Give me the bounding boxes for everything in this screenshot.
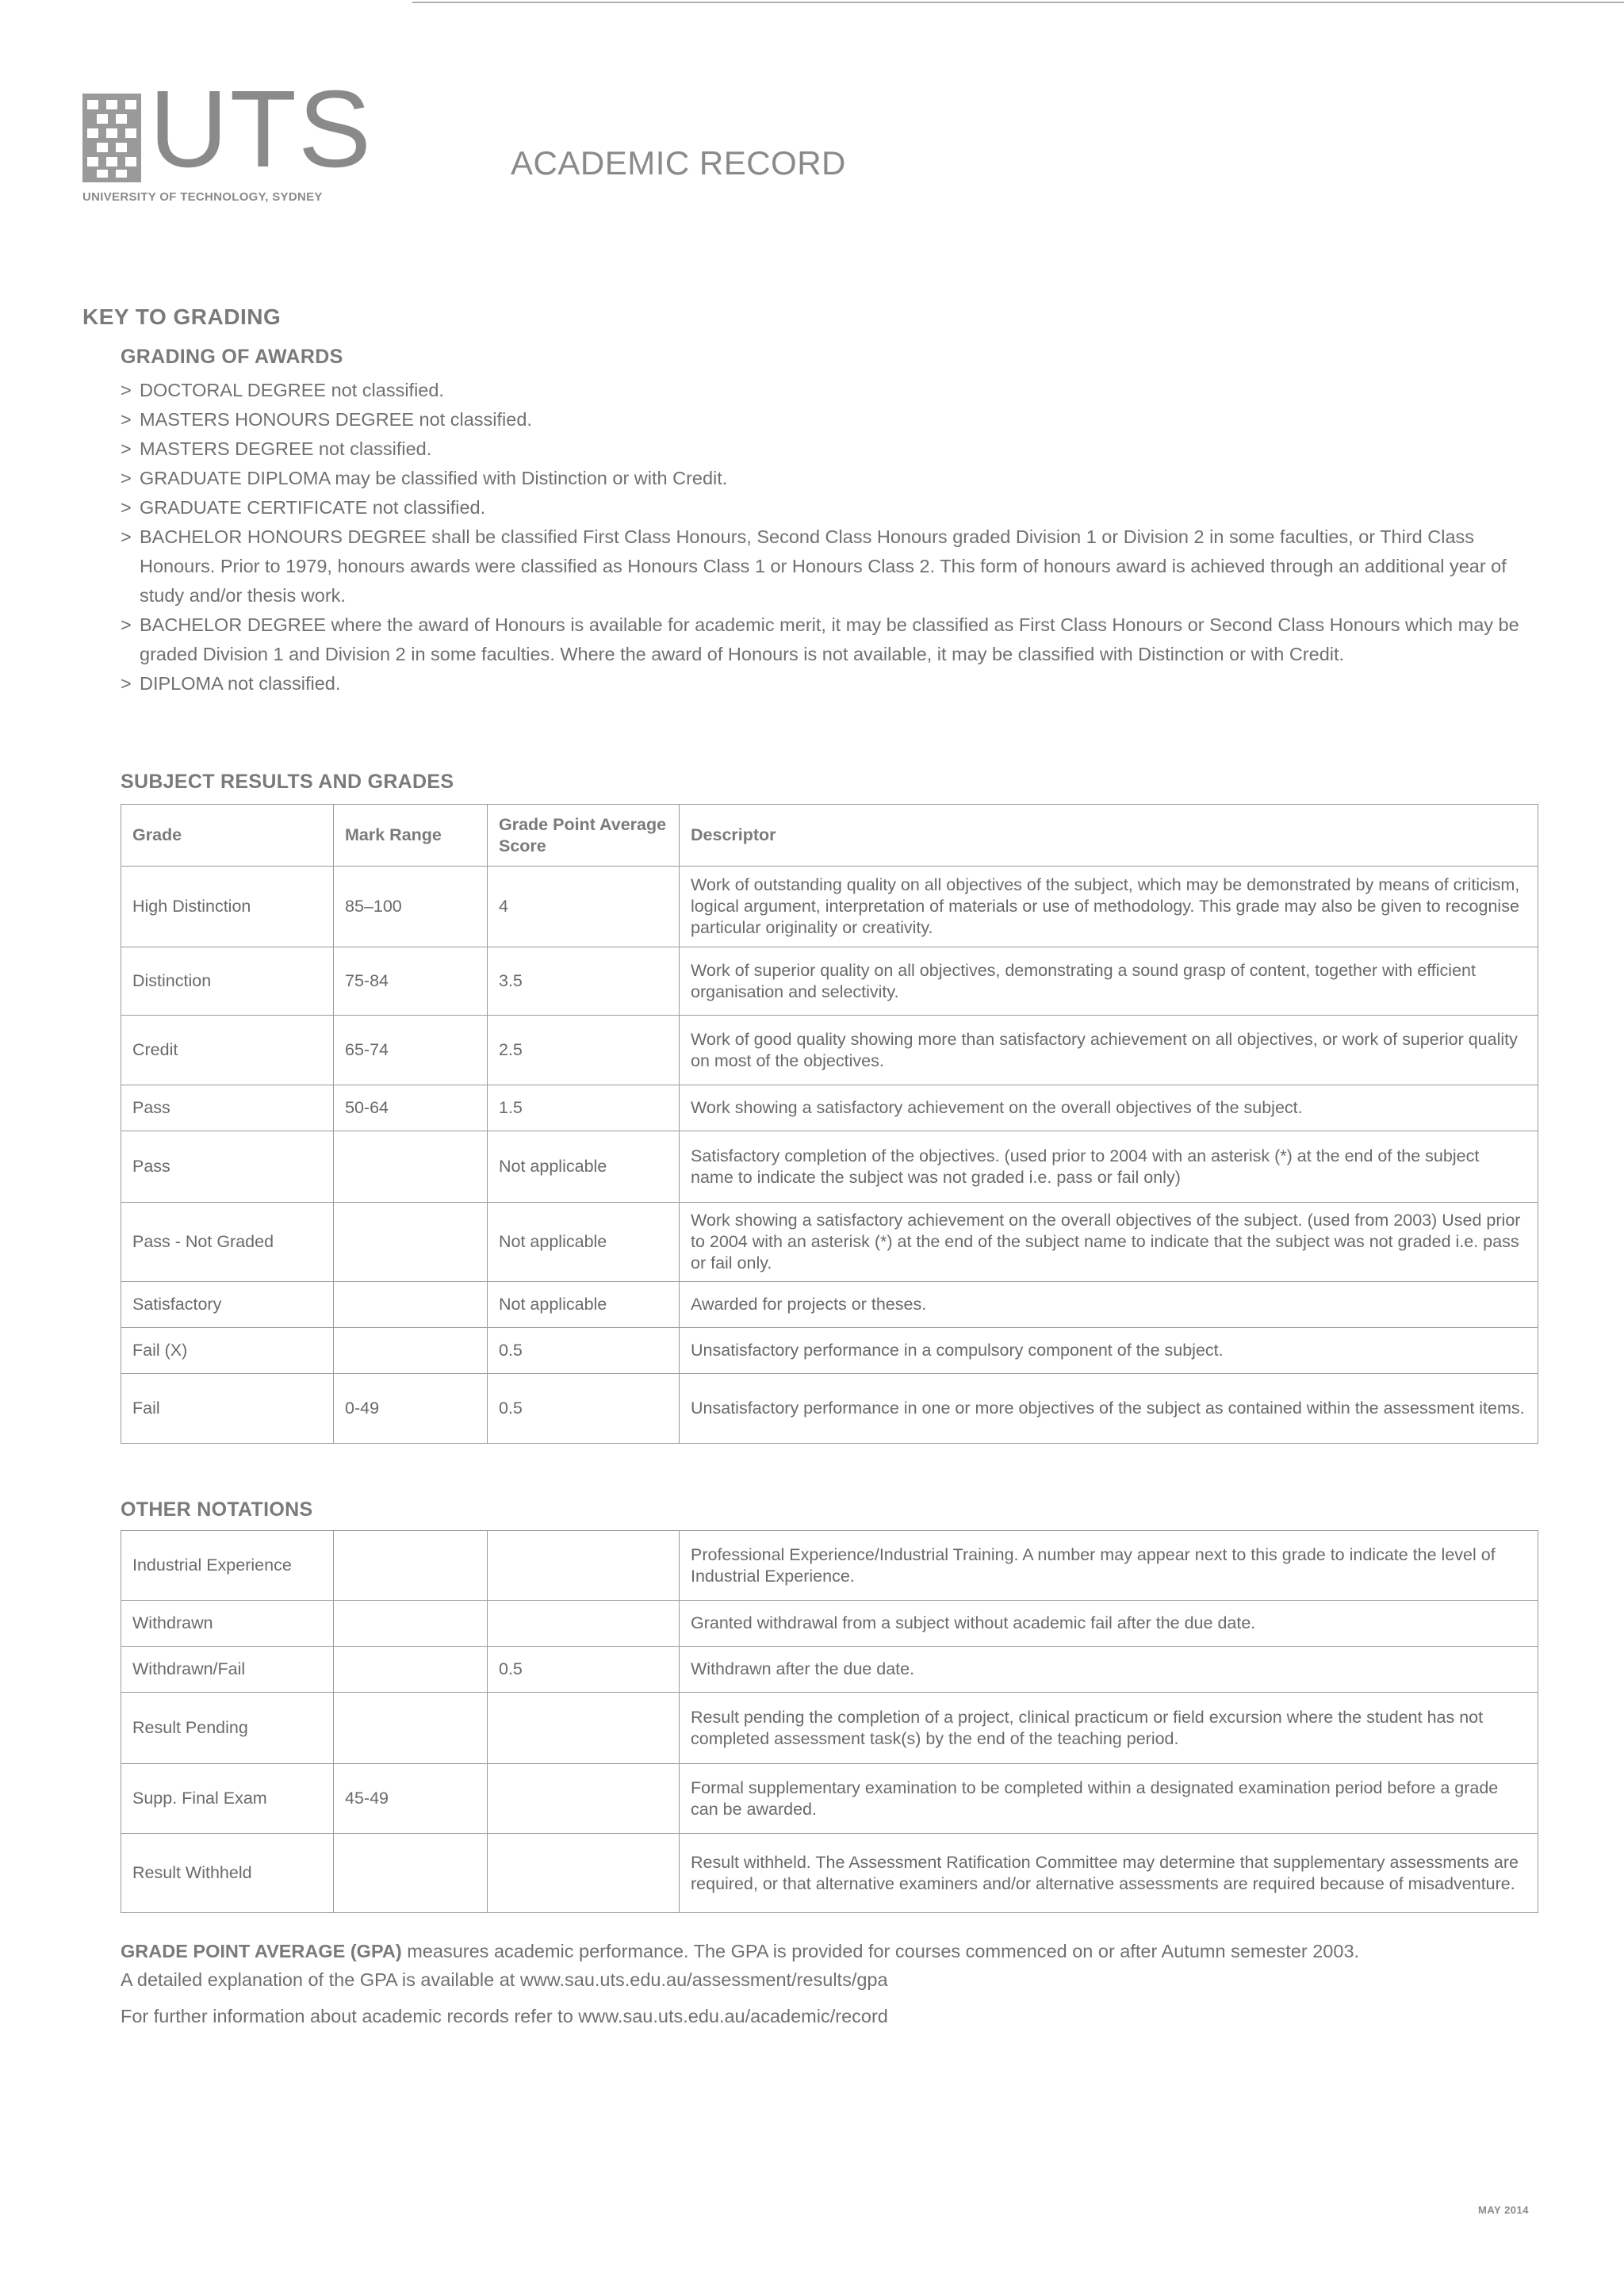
table-row — [121, 1085, 1538, 1131]
cell-gpa — [488, 1531, 680, 1601]
award-item: > MASTERS HONOURS DEGREE not classified. — [121, 409, 532, 430]
table-row — [121, 1531, 1538, 1601]
award-item: > GRADUATE CERTIFICATE not classified. — [121, 497, 486, 518]
cell-descriptor: Result withheld. The Assessment Ratification Committee may determine that supplementary assessments are required, or that alternative examiners and/or alternative assessments are required because of misadventure. — [680, 1834, 1538, 1913]
award-item: > BACHELOR DEGREE where the award of Honours is available for academic merit, it may be classified as First Class Honours or Second Class Honours which may be graded Division 1 and Division 2 in some faculties. Where the award of Honours is not available, it may be classified with Distinction or with Credit. — [121, 614, 1519, 664]
cell-descriptor: Professional Experience/Industrial Training. A number may appear next to this grade to indicate the level of Industrial Experience. — [680, 1531, 1538, 1601]
cell-range: 50-64 — [334, 1085, 488, 1131]
subject-results-heading: SUBJECT RESULTS AND GRADES — [121, 771, 454, 793]
cell-descriptor: Unsatisfactory performance in one or more objectives of the subject as contained within the assessment items. — [680, 1374, 1538, 1444]
scan-edge-line — [412, 2, 1624, 3]
cell-range — [334, 1131, 488, 1203]
award-item: > DOCTORAL DEGREE not classified. — [121, 380, 444, 400]
cell-range: 65-74 — [334, 1016, 488, 1085]
cell-grade: Credit — [121, 1016, 334, 1085]
cell-grade: Pass — [121, 1085, 334, 1131]
table-header-row — [121, 805, 1538, 867]
column-header-grade: Grade — [121, 805, 334, 867]
cell-grade: Result Pending — [121, 1693, 334, 1764]
cell-grade: Fail (X) — [121, 1328, 334, 1374]
cell-range — [334, 1647, 488, 1693]
column-header-gpa-score: Grade Point Average Score — [488, 805, 680, 867]
awards-list — [121, 376, 1548, 698]
table-row — [121, 1693, 1538, 1764]
cell-range: 45-49 — [334, 1764, 488, 1834]
cell-grade: High Distinction — [121, 867, 334, 947]
page-title: ACADEMIC RECORD — [511, 144, 846, 182]
award-item: > MASTERS DEGREE not classified. — [121, 438, 432, 459]
column-header-descriptor: Descriptor — [680, 805, 1538, 867]
cell-grade: Industrial Experience — [121, 1531, 334, 1601]
cell-grade: Pass — [121, 1131, 334, 1203]
award-item: > BACHELOR HONOURS DEGREE shall be classified First Class Honours, Second Class Honours graded Division 1 or Division 2 in some faculties, or Third Class Honours. Prior to 1979, honours awards were classified as Honours Class 1 or Honours Class 2. This form of honours award is achieved through an additional year of study and/or thesis work. — [121, 526, 1507, 606]
subject-results-table — [121, 804, 1538, 1444]
cell-gpa — [488, 1834, 680, 1913]
table-row — [121, 867, 1538, 947]
key-to-grading-heading: KEY TO GRADING — [82, 304, 282, 329]
cell-descriptor: Work of superior quality on all objectives, demonstrating a sound grasp of content, together with efficient organisation and selectivity. — [680, 947, 1538, 1016]
uts-logo-mark-icon — [82, 94, 141, 182]
cell-descriptor: Work of outstanding quality on all objectives of the subject, which may be demonstrated by means of criticism, logical argument, interpretation of materials or use of methodology. This grade may also be given to recognise particular originality or creativity. — [680, 867, 1538, 947]
table-row — [121, 947, 1538, 1016]
table-row — [121, 1016, 1538, 1085]
cell-descriptor: Work showing a satisfactory achievement on the overall objectives of the subject. — [680, 1085, 1538, 1131]
cell-descriptor: Work showing a satisfactory achievement on the overall objectives of the subject. (used from 2003) Used prior to 2004 with an asterisk (*) at the end of the subject name to indicate that the subject was not graded i.e. pass or fail only. — [680, 1203, 1538, 1282]
cell-range: 85–100 — [334, 867, 488, 947]
cell-gpa: Not applicable — [488, 1131, 680, 1203]
table-row — [121, 1282, 1538, 1328]
cell-gpa: Not applicable — [488, 1203, 680, 1282]
cell-descriptor: Result pending the completion of a project, clinical practicum or field excursion where the student has not completed assessment task(s) by the end of the teaching period. — [680, 1693, 1538, 1764]
cell-range — [334, 1834, 488, 1913]
table-row — [121, 1647, 1538, 1693]
cell-gpa: 0.5 — [488, 1328, 680, 1374]
cell-grade: Result Withheld — [121, 1834, 334, 1913]
cell-range: 0-49 — [334, 1374, 488, 1444]
cell-descriptor: Awarded for projects or theses. — [680, 1282, 1538, 1328]
cell-range — [334, 1282, 488, 1328]
cell-range — [334, 1328, 488, 1374]
gpa-note: GRADE POINT AVERAGE (GPA) measures academic performance. The GPA is provided for courses commenced on or after Autumn semester 2003. — [121, 1941, 1360, 1961]
cell-gpa: 2.5 — [488, 1016, 680, 1085]
date-stamp: MAY 2014 — [1478, 2204, 1529, 2216]
other-notations-heading: OTHER NOTATIONS — [121, 1498, 313, 1521]
cell-gpa: 1.5 — [488, 1085, 680, 1131]
cell-grade: Distinction — [121, 947, 334, 1016]
cell-grade: Withdrawn — [121, 1601, 334, 1647]
cell-descriptor: Unsatisfactory performance in a compulsory component of the subject. — [680, 1328, 1538, 1374]
cell-gpa: 0.5 — [488, 1647, 680, 1693]
cell-grade: Satisfactory — [121, 1282, 334, 1328]
grading-of-awards-heading: GRADING OF AWARDS — [121, 346, 343, 368]
cell-grade: Fail — [121, 1374, 334, 1444]
other-notations-table — [121, 1530, 1538, 1913]
cell-descriptor: Withdrawn after the due date. — [680, 1647, 1538, 1693]
cell-range — [334, 1531, 488, 1601]
award-item: > GRADUATE DIPLOMA may be classified with Distinction or with Credit. — [121, 468, 728, 488]
table-row — [121, 1131, 1538, 1203]
cell-grade: Supp. Final Exam — [121, 1764, 334, 1834]
cell-gpa — [488, 1693, 680, 1764]
table-row — [121, 1328, 1538, 1374]
cell-gpa: Not applicable — [488, 1282, 680, 1328]
uts-logo — [82, 68, 373, 208]
cell-range — [334, 1601, 488, 1647]
cell-descriptor: Formal supplementary examination to be completed within a designated examination period before a grade can be awarded. — [680, 1764, 1538, 1834]
cell-range — [334, 1693, 488, 1764]
table-row — [121, 1764, 1538, 1834]
cell-grade: Pass - Not Graded — [121, 1203, 334, 1282]
cell-descriptor: Granted withdrawal from a subject without academic fail after the due date. — [680, 1601, 1538, 1647]
table-row — [121, 1834, 1538, 1913]
table-row — [121, 1601, 1538, 1647]
further-info-note: For further information about academic records refer to www.sau.uts.edu.au/academic/record — [121, 2006, 888, 2026]
table-row — [121, 1203, 1538, 1282]
logo-wordmark: UTS — [149, 68, 373, 190]
cell-descriptor: Work of good quality showing more than satisfactory achievement on all objectives, or work of superior quality on most of the objectives. — [680, 1016, 1538, 1085]
column-header-mark-range: Mark Range — [334, 805, 488, 867]
logo-subtitle: UNIVERSITY OF TECHNOLOGY, SYDNEY — [82, 190, 323, 204]
cell-descriptor: Satisfactory completion of the objectives. (used prior to 2004 with an asterisk (*) at the end of the subject name to indicate the subject was not graded i.e. pass or fail only) — [680, 1131, 1538, 1203]
gpa-link-note: A detailed explanation of the GPA is available at www.sau.uts.edu.au/assessment/results/gpa — [121, 1969, 888, 1990]
cell-range — [334, 1203, 488, 1282]
cell-grade: Withdrawn/Fail — [121, 1647, 334, 1693]
cell-gpa — [488, 1601, 680, 1647]
cell-gpa: 3.5 — [488, 947, 680, 1016]
cell-gpa: 0.5 — [488, 1374, 680, 1444]
award-item: > DIPLOMA not classified. — [121, 673, 341, 694]
cell-range: 75-84 — [334, 947, 488, 1016]
table-row — [121, 1374, 1538, 1444]
cell-gpa: 4 — [488, 867, 680, 947]
cell-gpa — [488, 1764, 680, 1834]
